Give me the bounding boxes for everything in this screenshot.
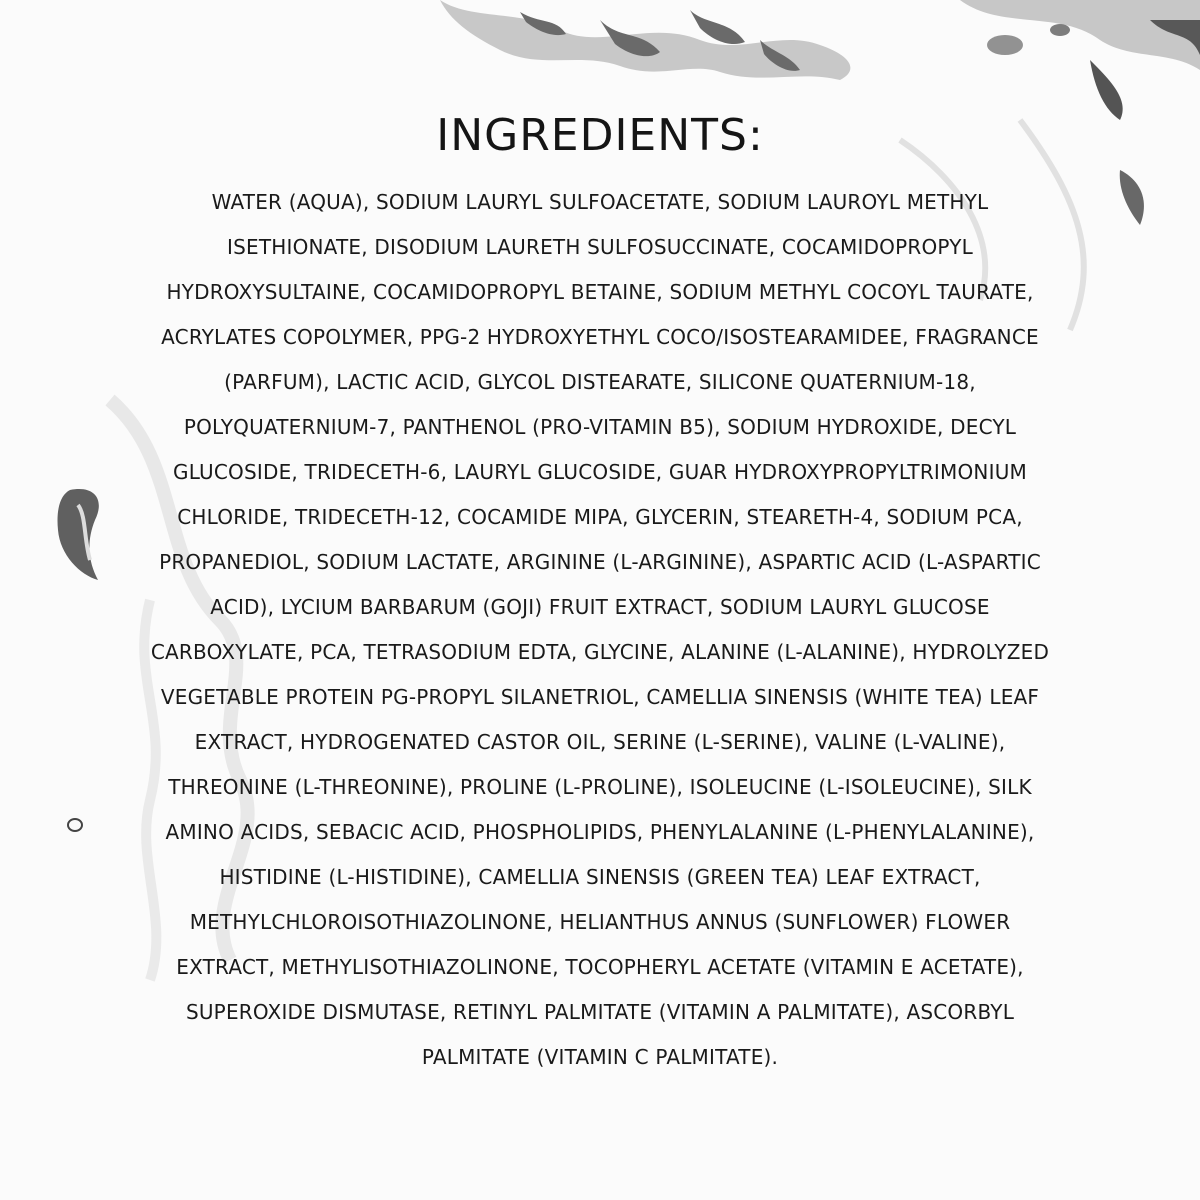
- ingredients-list: [100, 180, 1100, 1080]
- ingredient-line: GLUCOSIDE, TRIDECETH-6, LAURYL GLUCOSIDE, GUAR HYDROXYPROPYLTRIMONIUM: [173, 460, 1027, 484]
- ingredient-line: PROPANEDIOL, SODIUM LACTATE, ARGININE (L-ARGININE), ASPARTIC ACID (L-ASPARTIC: [159, 550, 1041, 574]
- ingredient-line: CHLORIDE, TRIDECETH-12, COCAMIDE MIPA, GLYCERIN, STEARETH-4, SODIUM PCA,: [177, 505, 1023, 529]
- top-splash: [440, 0, 850, 80]
- ingredient-line: ACRYLATES COPOLYMER, PPG-2 HYDROXYETHYL COCO/ISOSTEARAMIDEE, FRAGRANCE: [161, 325, 1039, 349]
- ingredient-line: VEGETABLE PROTEIN PG-PROPYL SILANETRIOL, CAMELLIA SINENSIS (WHITE TEA) LEAF: [160, 685, 1040, 709]
- ingredient-line: EXTRACT, HYDROGENATED CASTOR OIL, SERINE (L-SERINE), VALINE (L-VALINE),: [194, 730, 1006, 754]
- ingredient-line: ACID), LYCIUM BARBARUM (GOJI) FRUIT EXTRACT, SODIUM LAURYL GLUCOSE: [210, 595, 990, 619]
- ingredient-line: METHYLCHLOROISOTHIAZOLINONE, HELIANTHUS ANNUS (SUNFLOWER) FLOWER: [189, 910, 1011, 934]
- ingredients-heading: INGREDIENTS:: [436, 110, 764, 161]
- ingredient-line: SUPEROXIDE DISMUTASE, RETINYL PALMITATE (VITAMIN A PALMITATE), ASCORBYL: [185, 1000, 1015, 1024]
- ingredient-line: WATER (AQUA), SODIUM LAURYL SULFOACETATE, SODIUM LAUROYL METHYL: [211, 190, 989, 214]
- ingredient-line: PALMITATE (VITAMIN C PALMITATE).: [421, 1045, 779, 1069]
- ingredient-line: HISTIDINE (L-HISTIDINE), CAMELLIA SINENSIS (GREEN TEA) LEAF EXTRACT,: [219, 865, 981, 889]
- ingredient-line: POLYQUATERNIUM-7, PANTHENOL (PRO-VITAMIN B5), SODIUM HYDROXIDE, DECYL: [183, 415, 1017, 439]
- ingredient-line: AMINO ACIDS, SEBACIC ACID, PHOSPHOLIPIDS, PHENYLALANINE (L-PHENYLALANINE),: [165, 820, 1035, 844]
- ingredient-line: (PARFUM), LACTIC ACID, GLYCOL DISTEARATE, SILICONE QUATERNIUM-18,: [224, 370, 976, 394]
- ingredient-line: ISETHIONATE, DISODIUM LAURETH SULFOSUCCINATE, COCAMIDOPROPYL: [226, 235, 973, 259]
- ingredient-line: CARBOXYLATE, PCA, TETRASODIUM EDTA, GLYCINE, ALANINE (L-ALANINE), HYDROLYZED: [150, 640, 1050, 664]
- ingredient-line: EXTRACT, METHYLISOTHIAZOLINONE, TOCOPHERYL ACETATE (VITAMIN E ACETATE),: [176, 955, 1024, 979]
- ingredient-line: HYDROXYSULTAINE, COCAMIDOPROPYL BETAINE, SODIUM METHYL COCOYL TAURATE,: [166, 280, 1034, 304]
- ingredients-content: [100, 108, 1100, 1080]
- ingredient-line: THREONINE (L-THREONINE), PROLINE (L-PROLINE), ISOLEUCINE (L-ISOLEUCINE), SILK: [168, 775, 1032, 799]
